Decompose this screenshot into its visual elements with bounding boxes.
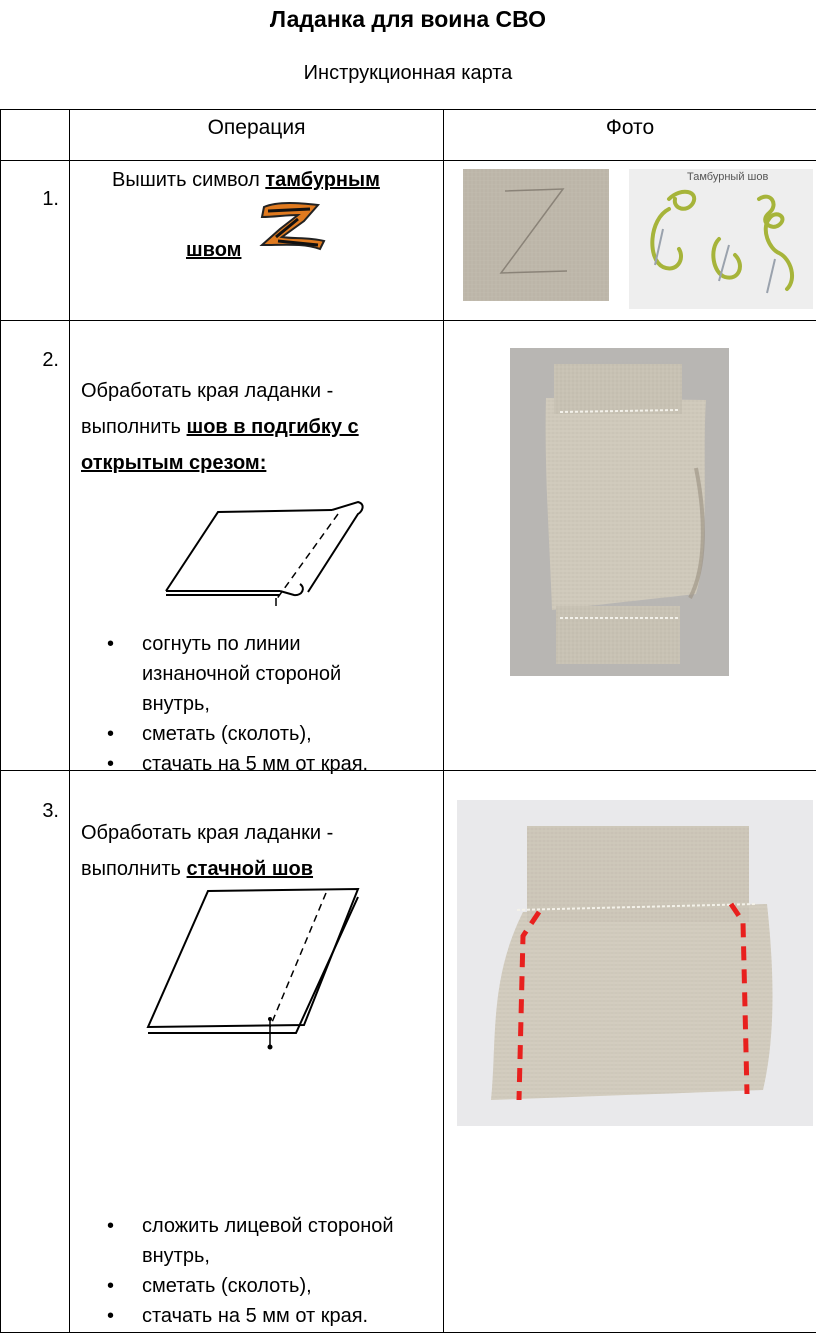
row-number-cell <box>1 161 70 321</box>
table-row <box>1 771 816 1333</box>
hem-seam-diagram <box>162 496 368 608</box>
row-number: 3. <box>42 800 59 822</box>
technique-link-2: открытым срезом: <box>81 452 267 474</box>
photo-cell <box>444 161 816 321</box>
chain-stitch-diagram <box>629 169 813 309</box>
list-item: изнаночной стороной <box>142 663 342 685</box>
operation-cell <box>70 161 444 321</box>
embroidered-z-photo <box>463 169 609 301</box>
steps-list <box>70 1211 442 1331</box>
technique-link: тамбурным <box>265 169 380 191</box>
operation-cell <box>70 321 444 775</box>
operation-text: Обработать края ладанки - выполнить шов в подгибку с открытым срезом: <box>81 373 359 481</box>
operation-text: Вышить символ тамбурным <box>112 169 380 191</box>
row-number-cell <box>1 771 70 1333</box>
technique-link-2: швом <box>186 239 242 261</box>
operation-text: Обработать края ладанки - выполнить стачной шов <box>81 822 334 880</box>
steps-list <box>70 629 442 779</box>
row-number-cell <box>1 321 70 771</box>
list-item: • сложить лицевой стороной <box>107 1215 394 1237</box>
photo-cell <box>444 321 816 771</box>
row-number: 2. <box>42 349 59 371</box>
list-item: внутрь, <box>142 693 210 715</box>
list-item: внутрь, <box>142 1245 210 1267</box>
page-subtitle: Инструкционная карта <box>303 62 513 84</box>
list-item: • сметать (сколоть), <box>107 723 312 745</box>
page-title: Ладанка для воина СВО <box>269 6 547 32</box>
technique-link: шов в подгибку с <box>186 416 359 438</box>
table-header-row <box>1 110 816 161</box>
technique-link: стачной шов <box>186 858 314 880</box>
list-item: • стачать на 5 мм от края. <box>107 1305 369 1327</box>
table-row <box>1 321 816 771</box>
instruction-table <box>0 109 816 1333</box>
plain-seam-diagram <box>144 885 360 1053</box>
row-number: 1. <box>42 188 59 210</box>
diagram-caption: Тамбурный шов <box>687 171 769 183</box>
ribbon-z-symbol-icon <box>258 199 328 251</box>
plain-seam-fabric-photo <box>457 800 813 1126</box>
list-item: • стачать на 5 мм от края. <box>107 753 369 775</box>
col-header-number <box>1 110 70 161</box>
col-header-operation: Операция <box>70 110 444 161</box>
col-header-photo: Фото <box>444 110 816 161</box>
photo-cell <box>444 771 816 1333</box>
list-item: • согнуть по линии <box>107 633 301 655</box>
table-row <box>1 161 816 321</box>
operation-cell <box>70 771 444 1333</box>
list-item: • сметать (сколоть), <box>107 1275 312 1297</box>
hemmed-fabric-photo <box>510 348 729 676</box>
